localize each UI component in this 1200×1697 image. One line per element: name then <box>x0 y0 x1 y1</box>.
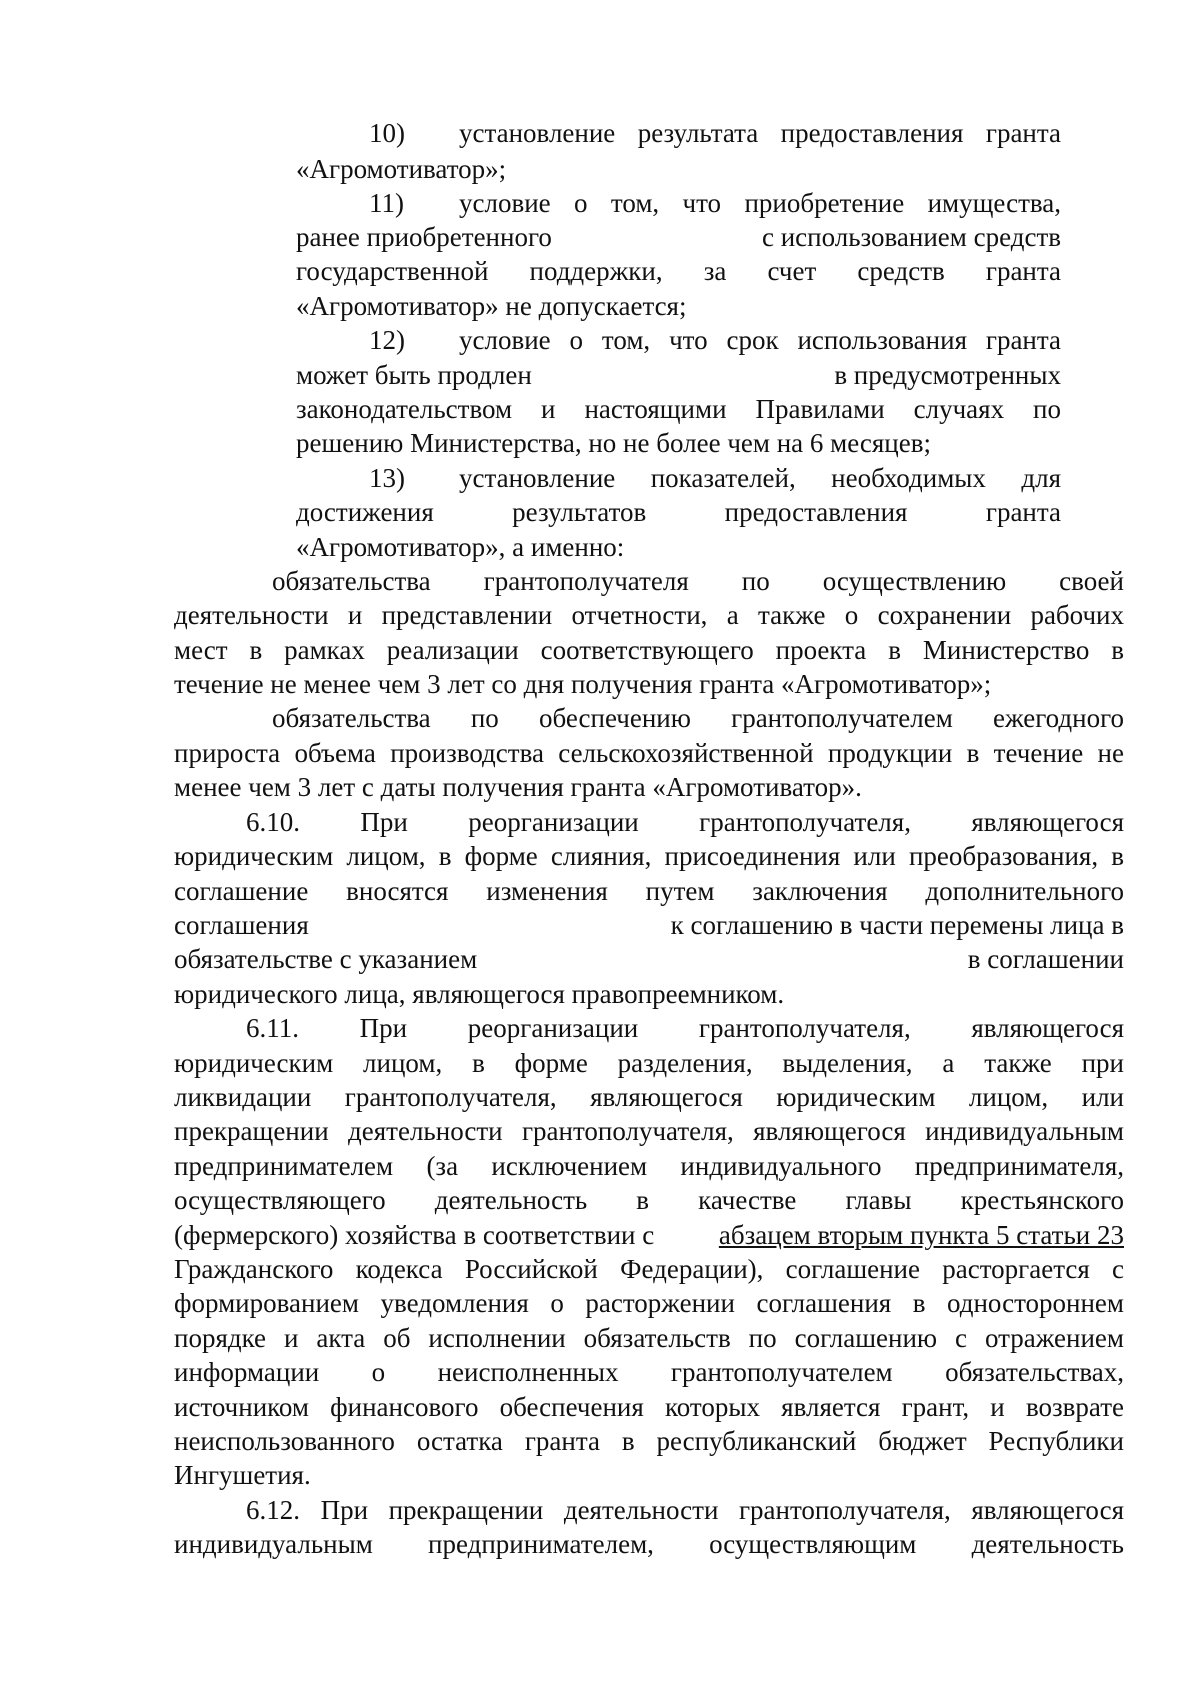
section-6-11-line-7: (фермерского) хозяйства в соответствии с абзацем вторым пункта 5 статьи 23 <box>174 1220 1124 1250</box>
section-6-10-line-6: юридического лица, являющегося правопреемником. <box>174 979 785 1009</box>
obligation-2-line-2: прироста объема производства сельскохозяйственной продукции в течение не <box>174 738 1124 768</box>
obligation-1-line-2: деятельности и представлении отчетности, а также о сохранении рабочих <box>174 600 1124 630</box>
section-6-12-line-1: 6.12. При прекращении деятельности грантополучателя, являющегося <box>246 1495 1124 1525</box>
section-6-10-line-4: соглашения к соглашению в части перемены лица в <box>174 910 1124 940</box>
section-6-11-line-14: Ингушетия. <box>174 1460 311 1490</box>
section-6-11-line-12: источником финансового обеспечения которых является грант, и возврате <box>174 1392 1124 1422</box>
item-13-line-3: «Агромотиватор», а именно: <box>296 532 625 562</box>
section-6-11-line-3: ликвидации грантополучателя, являющегося юридическим лицом, или <box>174 1082 1124 1112</box>
section-6-12-line-2: индивидуальным предпринимателем, осуществляющим деятельность <box>174 1529 1124 1559</box>
section-6-11-line-8: Гражданского кодекса Российской Федерации), соглашение расторгается с <box>174 1254 1124 1284</box>
item-number: 12) <box>369 325 405 355</box>
section-6-10-line-3: соглашение вносятся изменения путем заключения дополнительного <box>174 876 1124 906</box>
section-6-10-line-1: 6.10. При реорганизации грантополучателя, являющегося <box>246 807 1124 837</box>
item-10-line-1: 10) установление результата предоставления гранта <box>369 118 1061 148</box>
section-6-11-line-11: информации о неисполненных грантополучателем обязательствах, <box>174 1357 1124 1387</box>
item-11-line-2: ранее приобретенного с использованием средств <box>296 222 1061 252</box>
item-12-line-2: может быть продлен в предусмотренных <box>296 360 1061 390</box>
section-6-11-line-10: порядке и акта об исполнении обязательств по соглашению с отражением <box>174 1323 1124 1353</box>
item-number: 10) <box>369 118 405 148</box>
item-number: 11) <box>369 188 404 218</box>
section-6-11-line-1: 6.11. При реорганизации грантополучателя, являющегося <box>246 1013 1124 1043</box>
obligation-1-line-1: обязательства грантополучателя по осуществлению своей <box>272 566 1124 596</box>
obligation-1-line-3: мест в рамках реализации соответствующего проекта в Министерство в <box>174 635 1124 665</box>
item-11-line-4: «Агромотиватор» не допускается; <box>296 291 687 321</box>
section-6-10-line-2: юридическим лицом, в форме слияния, присоединения или преобразования, в <box>174 841 1124 871</box>
item-number: 13) <box>369 463 405 493</box>
item-13-line-1: 13) установление показателей, необходимых для <box>369 463 1061 493</box>
obligation-2-line-3: менее чем 3 лет с даты получения гранта «Агромотиватор». <box>174 772 862 802</box>
item-11-line-1: 11) условие о том, что приобретение имущества, <box>369 188 1061 218</box>
legal-reference-link[interactable]: абзацем вторым пункта 5 статьи 23 <box>718 1220 1124 1250</box>
section-6-11-line-5: предпринимателем (за исключением индивидуального предпринимателя, <box>174 1151 1124 1181</box>
obligation-1-line-4: течение не менее чем 3 лет со дня получения гранта «Агромотиватор»; <box>174 669 992 699</box>
section-6-11-line-6: осуществляющего деятельность в качестве главы крестьянского <box>174 1185 1124 1215</box>
item-12-line-3: законодательством и настоящими Правилами случаях по <box>296 394 1061 424</box>
section-6-11-line-2: юридическим лицом, в форме разделения, выделения, а также при <box>174 1048 1124 1078</box>
obligation-2-line-1: обязательства по обеспечению грантополучателем ежегодного <box>272 703 1124 733</box>
section-6-11-line-9: формированием уведомления о расторжении соглашения в одностороннем <box>174 1288 1124 1318</box>
item-13-line-2: достижения результатов предоставления гранта <box>296 497 1061 527</box>
section-6-10-line-5: обязательстве с указанием в соглашении <box>174 944 1124 974</box>
item-12-line-1: 12) условие о том, что срок использования гранта <box>369 325 1061 355</box>
item-12-line-4: решению Министерства, но не более чем на 6 месяцев; <box>296 428 931 458</box>
section-6-11-line-13: неиспользованного остатка гранта в республиканский бюджет Республики <box>174 1426 1124 1456</box>
item-11-line-3: государственной поддержки, за счет средств гранта <box>296 256 1061 286</box>
section-6-11-line-4: прекращении деятельности грантополучателя, являющегося индивидуальным <box>174 1116 1124 1146</box>
item-10-line-2: «Агромотиватор»; <box>296 154 507 184</box>
